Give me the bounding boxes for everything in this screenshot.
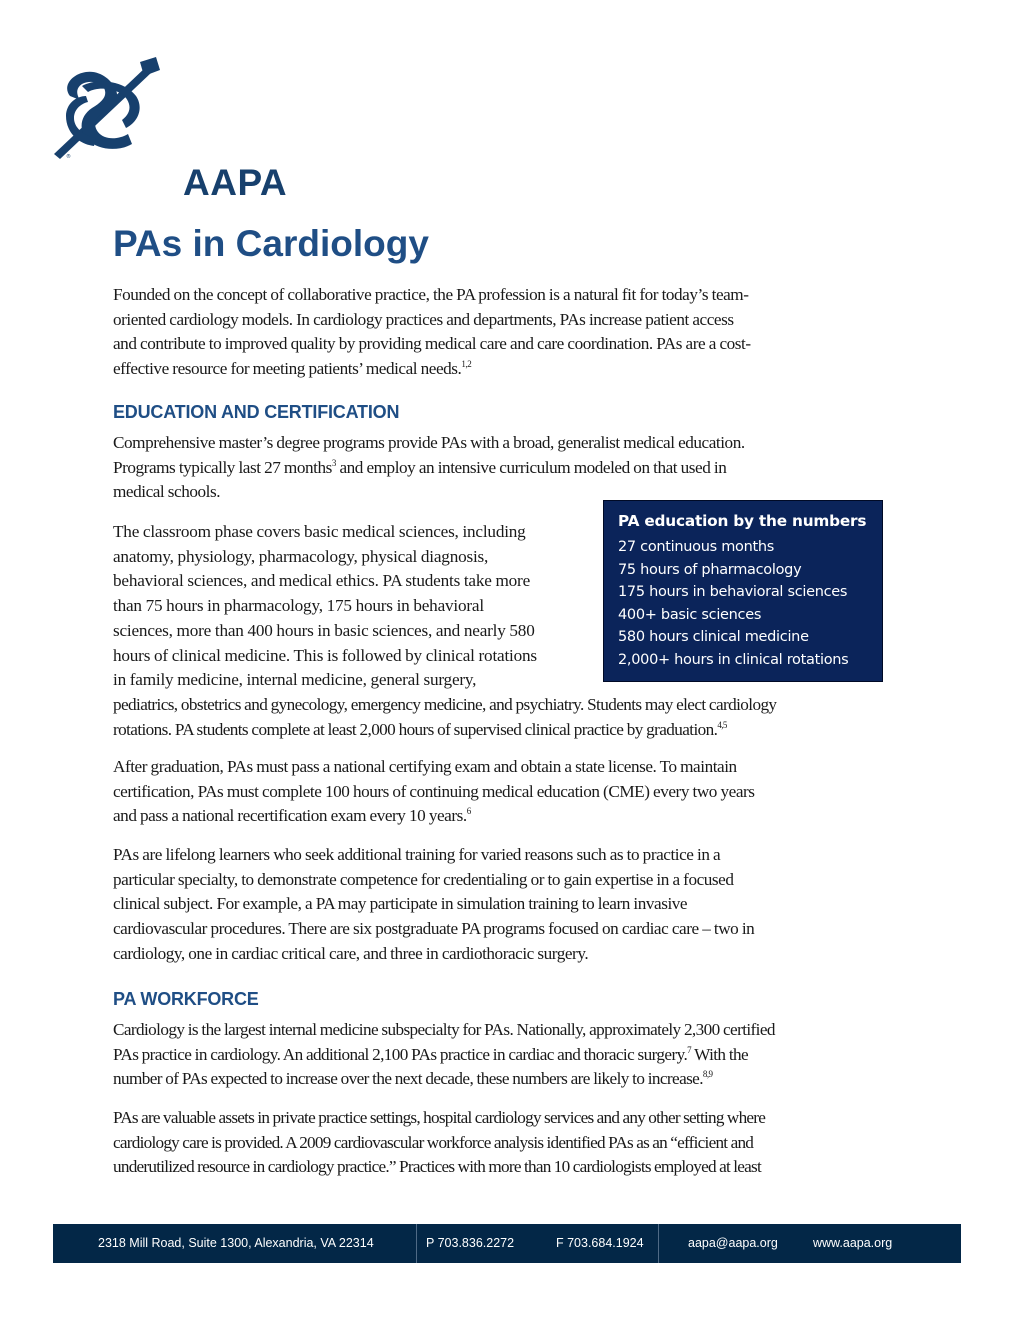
- footnote-ref: 8,9: [702, 1069, 713, 1080]
- section-heading-education: EDUCATION AND CERTIFICATION: [113, 402, 400, 422]
- text-line: medical schools.: [113, 482, 221, 502]
- text-line: [113, 804, 755, 829]
- text-line: [113, 1067, 775, 1092]
- text-line-content: and employ an intensive curriculum modeled on that used in: [335, 457, 727, 477]
- text-line: anatomy, physiology, pharmacology, physical diagnosis,: [113, 546, 489, 566]
- text-line-content: and pass a national recertification exam every 10 years.: [113, 806, 467, 826]
- footer-divider: [416, 1224, 417, 1263]
- callout-item: 580 hours clinical medicine: [618, 629, 809, 645]
- text-line: PAs are valuable assets in private practice settings, hospital cardiology services and any other setting where: [113, 1108, 766, 1127]
- text-line-content: effective resource for meeting patients’ medical needs.: [113, 359, 462, 379]
- callout-item: 400+ basic sciences: [618, 606, 762, 623]
- callout-item: 27 continuous months: [618, 539, 775, 555]
- callout-item: 175 hours in behavioral sciences: [618, 584, 848, 600]
- contact-footer: [53, 1224, 961, 1263]
- footnote-ref: 4,5: [717, 719, 727, 730]
- text-line: particular specialty, to demonstrate competence for credentialing or to gain expertise in a focused: [113, 869, 734, 889]
- text-line: sciences, more than 400 hours in basic sciences, and nearly 580: [113, 620, 535, 640]
- footer-address: 2318 Mill Road, Suite 1300, Alexandria, VA 22314: [98, 1236, 374, 1250]
- education-paragraph-2: [113, 520, 776, 742]
- text-line: and contribute to improved quality by providing medical care and care coordination. PAs are a cost-: [113, 334, 751, 354]
- text-line: After graduation, PAs must pass a national certifying exam and obtain a state license. To maintain: [113, 757, 737, 776]
- text-line: cardiovascular procedures. There are six postgraduate PA programs focused on cardiac care – two in: [113, 919, 755, 939]
- footer-email-link[interactable]: aapa@aapa.org: [688, 1236, 778, 1250]
- text-line: Founded on the concept of collaborative practice, the PA profession is a natural fit for today’s team-: [113, 285, 749, 304]
- svg-text:®: ®: [66, 154, 71, 160]
- text-line: cardiology care is provided. A 2009 cardiovascular workforce analysis identified PAs as an “efficient and: [113, 1132, 754, 1152]
- text-line-content: With the: [691, 1044, 749, 1064]
- page-title: PAs in Cardiology: [113, 223, 429, 264]
- footnote-ref: 7: [687, 1044, 692, 1055]
- footer-divider: [658, 1224, 659, 1263]
- text-line: in family medicine, internal medicine, general surgery,: [113, 670, 477, 690]
- footer-website-link[interactable]: www.aapa.org: [813, 1236, 893, 1250]
- logo-wordmark: AAPA: [183, 162, 288, 203]
- aapa-logo: [52, 56, 288, 203]
- workforce-paragraph-2: [113, 1106, 765, 1180]
- text-line: cardiology, one in cardiac critical care, and three in cardiothoracic surgery.: [113, 943, 589, 963]
- aapa-ribbon-staff-icon: [52, 56, 252, 160]
- callout-title: PA education by the numbers: [618, 512, 867, 530]
- text-line-content: rotations. PA students complete at least 2,000 hours of supervised clinical practice by graduation.: [113, 719, 718, 739]
- text-line: [113, 357, 751, 382]
- text-line: hours of clinical medicine. This is followed by clinical rotations: [113, 645, 537, 665]
- text-line-content: Programs typically last 27 months: [113, 457, 332, 477]
- workforce-paragraph-1: [113, 1018, 775, 1092]
- text-line-content: number of PAs expected to increase over the next decade, these numbers are likely to increase.: [113, 1069, 703, 1089]
- education-paragraph-3: [113, 755, 755, 829]
- callout-item: 2,000+ hours in clinical rotations: [618, 651, 849, 668]
- text-line: certification, PAs must complete 100 hours of continuing medical education (CME) every two years: [113, 781, 755, 801]
- text-line: oriented cardiology models. In cardiology practices and departments, PAs increase patient access: [113, 309, 734, 329]
- footnote-ref: 1,2: [461, 359, 472, 370]
- text-line: [113, 718, 776, 743]
- footnote-ref: 3: [331, 457, 336, 468]
- intro-paragraph: [113, 283, 751, 382]
- footer-fax: F 703.684.1924: [556, 1236, 644, 1250]
- text-line: [113, 1043, 775, 1068]
- text-line: Cardiology is the largest internal medicine subspecialty for PAs. Nationally, approximately 2,300 certified: [113, 1020, 775, 1039]
- text-line: behavioral sciences, and medical ethics. PA students take more: [113, 571, 530, 591]
- text-line-content: PAs practice in cardiology. An additional 2,100 PAs practice in cardiac and thoracic surgery.: [113, 1044, 688, 1064]
- text-line: pediatrics, obstetrics and gynecology, emergency medicine, and psychiatry. Students may elect cardiology: [113, 694, 777, 714]
- text-line: than 75 hours in pharmacology, 175 hours in behavioral: [113, 596, 484, 616]
- text-line: The classroom phase covers basic medical sciences, including: [113, 522, 526, 541]
- education-paragraph-1: [113, 431, 745, 505]
- text-line: PAs are lifelong learners who seek additional training for varied reasons such as to practice in a: [113, 845, 721, 864]
- text-line: [113, 456, 745, 481]
- footnote-ref: 6: [466, 806, 471, 817]
- section-heading-workforce: PA WORKFORCE: [113, 989, 259, 1009]
- footer-phone[interactable]: P 703.836.2272: [426, 1236, 515, 1250]
- text-line: underutilized resource in cardiology practice.” Practices with more than 10 cardiologists employed at least: [113, 1157, 761, 1177]
- text-line: Comprehensive master’s degree programs provide PAs with a broad, generalist medical education.: [113, 433, 745, 452]
- callout-item: 75 hours of pharmacology: [618, 561, 802, 578]
- text-line: clinical subject. For example, a PA may participate in simulation training to learn invasive: [113, 894, 688, 914]
- education-paragraph-4: [113, 843, 754, 967]
